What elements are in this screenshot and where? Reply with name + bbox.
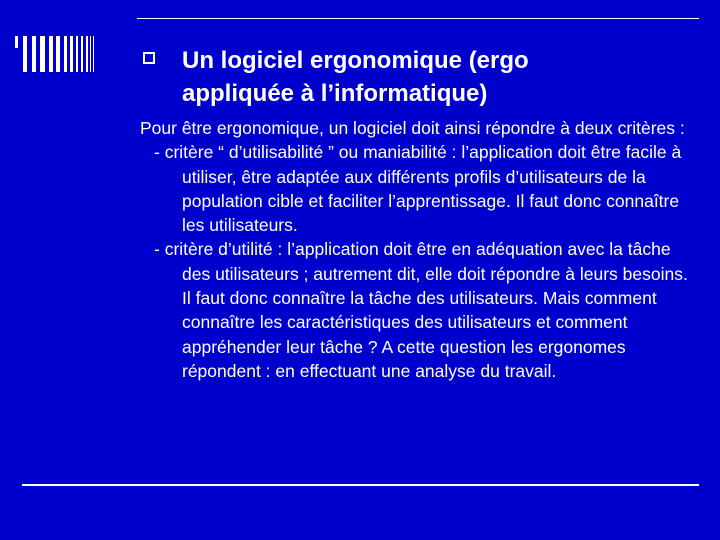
title-line-2: appliquée à l’informatique)	[182, 80, 488, 107]
bottom-rule	[22, 484, 699, 486]
usability-criterion: - critère “ d’utilisabilité ” ou maniabilité : l’application doit être facile à utiliser, être adaptée aux différents profils d’utilisateurs de la population cible et faciliter l’apprentissage. Il faut donc connaître les utilisateurs.	[154, 142, 682, 236]
slide-title	[182, 44, 702, 110]
slide-body	[140, 116, 700, 383]
utility-criterion: - critère d’utilité : l’application doit être en adéquation avec la tâche des utilisateurs ; autrement dit, elle doit répondre à leurs besoins. Il faut donc connaître la tâche des utilisateurs. Mais comment connaître les caractéristiques des utilisateurs et comment appréhender leur tâche ? A cette question les ergonomes répondent : en effectuant une analyse du travail.	[154, 239, 688, 381]
title-line-1: Un logiciel ergonomique (ergo	[182, 47, 529, 74]
decorative-stripes	[15, 36, 94, 72]
intro-paragraph: Pour être ergonomique, un logiciel doit ainsi répondre à deux critères :	[140, 118, 685, 138]
top-rule	[137, 18, 699, 19]
title-bullet-icon	[143, 52, 155, 64]
